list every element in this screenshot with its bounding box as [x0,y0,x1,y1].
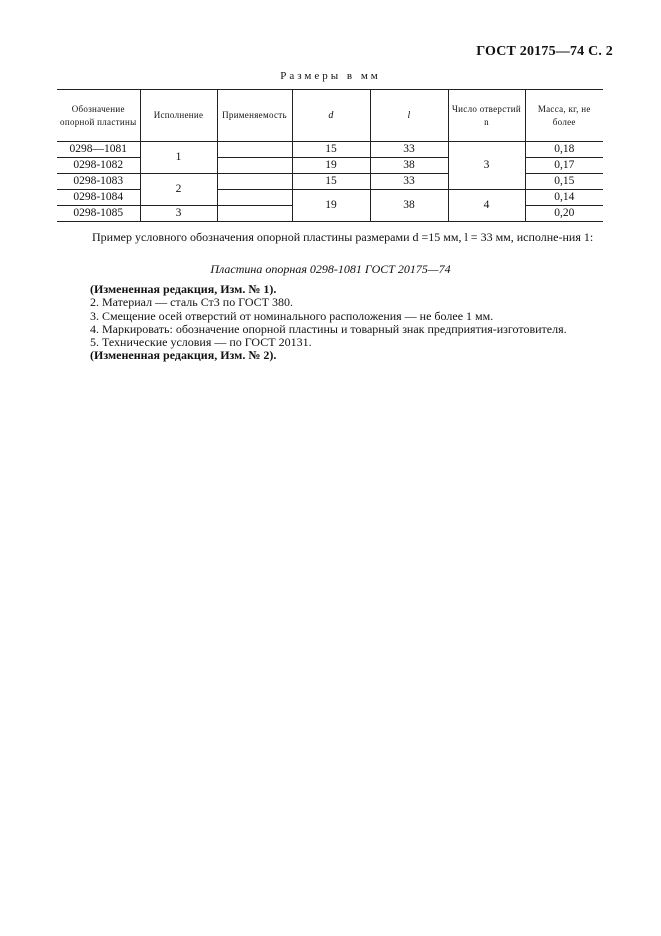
header-l: l [370,90,448,142]
revision-note-2: (Измененная редакция, Изм. № 2). [90,348,277,363]
notes-list [90,283,610,363]
cell-designation: 0298-1083 [57,174,140,190]
example-designation: Пластина опорная 0298-1081 ГОСТ 20175—74 [210,262,451,276]
cell-usage [217,190,292,206]
cell-mass: 0,18 [525,142,603,158]
cell-usage [217,206,292,222]
header-version: Исполнение [140,90,217,142]
cell-l: 38 [370,158,448,174]
cell-d: 19 [292,158,370,174]
table-row [57,190,603,206]
note-material: 2. Материал — сталь Ст3 по ГОСТ 380. [90,295,294,310]
cell-mass: 0,20 [525,206,603,222]
cell-mass: 0,14 [525,190,603,206]
cell-l: 33 [370,174,448,190]
table-caption: Размеры в мм [280,70,381,82]
cell-holes: 3 [448,142,525,190]
cell-designation: 0298-1084 [57,190,140,206]
table-row [57,142,603,158]
example-intro-paragraph: Пример условного обозначения опорной пластины размерами d =15 мм, l = 33 мм, исполне-ния 1: [92,230,594,244]
cell-d: 15 [292,174,370,190]
cell-holes: 4 [448,190,525,222]
header-usage: Применяемость [217,90,292,142]
header-holes: Число отверстий n [448,90,525,142]
cell-usage [217,174,292,190]
note-offset: 3. Смещение осей отверстий от номинального расположения — не более 1 мм. [90,308,494,323]
cell-designation: 0298-1082 [57,158,140,174]
cell-l: 38 [370,190,448,222]
table-header-row [57,90,603,142]
header-d: d [292,90,370,142]
cell-version: 3 [140,206,217,222]
cell-l: 33 [370,142,448,158]
cell-version: 1 [140,142,217,174]
cell-d: 15 [292,142,370,158]
cell-usage [217,142,292,158]
note-specs: 5. Технические условия — по ГОСТ 20131. [90,335,312,350]
page-header: ГОСТ 20175—74 С. 2 [476,44,613,59]
cell-designation: 0298—1081 [57,142,140,158]
cell-usage [217,158,292,174]
cell-d: 19 [292,190,370,222]
cell-version: 2 [140,174,217,206]
cell-designation: 0298-1085 [57,206,140,222]
header-mass: Масса, кг, не более [525,90,603,142]
header-designation: Обозначение опорной пластины [57,90,140,142]
cell-mass: 0,15 [525,174,603,190]
note-marking: 4. Маркировать: обозначение опорной пластины и товарный знак предприятия-изготовителя. [90,321,567,336]
revision-note-1: (Измененная редакция, Изм. № 1). [90,282,277,296]
dimensions-table [57,89,603,222]
cell-mass: 0,17 [525,158,603,174]
